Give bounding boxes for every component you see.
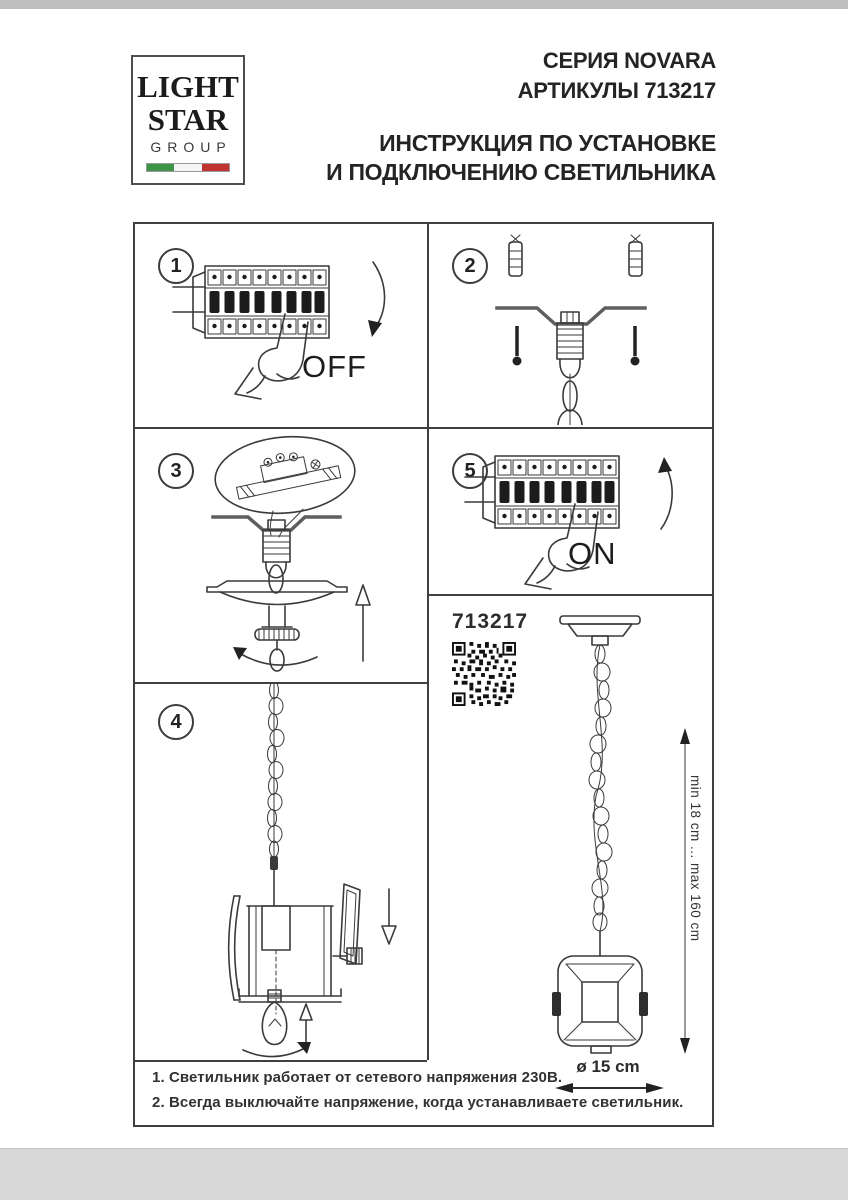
note-2: 2. Всегда выключайте напряжение, когда устанавливаете светильник. — [152, 1094, 684, 1111]
canopy-icon — [560, 616, 640, 645]
arrow-down-curved-icon — [368, 262, 385, 337]
step-3-number: 3 — [158, 453, 194, 489]
arrow-up-icon — [356, 585, 370, 661]
scan-edge-top — [0, 0, 848, 9]
pendant-shade-icon — [552, 956, 648, 1053]
header-titles — [326, 46, 716, 187]
series-title: СЕРИЯ NOVARA — [542, 48, 716, 73]
glass-panel-right-icon — [340, 884, 360, 964]
logo-text-group: GROUP — [150, 139, 232, 155]
lightstar-logo — [131, 55, 245, 185]
threaded-nipple-icon — [557, 312, 583, 378]
step-1-number: 1 — [158, 248, 194, 284]
step-2-number: 2 — [452, 248, 488, 284]
note-1: 1. Светильник работает от сетевого напряжения 230В. — [152, 1069, 563, 1086]
chain-link-icon — [558, 374, 582, 425]
terminal-block-icon — [232, 442, 341, 499]
mounting-bracket-drawing — [429, 224, 714, 425]
diameter-dimension-label: ø 15 cm — [576, 1057, 640, 1076]
step-5-number: 5 — [452, 453, 488, 489]
italian-flag-stripe — [146, 163, 230, 172]
ceiling-bracket-icon — [497, 308, 645, 324]
chain-link-icon — [270, 649, 284, 671]
arrow-up-icon — [300, 1004, 312, 1042]
bulb-icon — [262, 990, 286, 1045]
scan-edge-bottom — [0, 1148, 848, 1200]
lamp-assembly-drawing — [135, 684, 425, 1060]
circuit-breaker-off-drawing — [135, 224, 425, 425]
instruction-title-line1: ИНСТРУКЦИЯ ПО УСТАНОВКЕ — [379, 130, 716, 156]
canopy-icon — [207, 581, 347, 627]
arrow-down-icon — [382, 889, 396, 944]
glass-panel-left-icon — [229, 896, 240, 1000]
logo-text-star: STAR — [147, 102, 229, 137]
notes-divider — [135, 1060, 427, 1062]
on-label: ON — [568, 536, 617, 571]
wiring-canopy-drawing — [135, 429, 425, 680]
wall-plug-icon — [509, 235, 642, 276]
spec-article-number: 713217 — [452, 610, 529, 633]
thumbscrew-icon — [333, 948, 362, 964]
diameter-dimension-line — [555, 1083, 664, 1093]
logo-text-light: LIGHT — [137, 69, 239, 104]
chain-icon — [268, 684, 285, 906]
height-dimension-label: min 18 cm ... max 160 cm — [688, 775, 703, 942]
chain-icon — [589, 645, 612, 956]
instruction-title-line2: И ПОДКЛЮЧЕНИЮ СВЕТИЛЬНИКА — [326, 159, 716, 185]
spline-ring-icon — [255, 629, 299, 640]
off-label: OFF — [302, 349, 367, 384]
article-title: АРТИКУЛЫ 713217 — [517, 78, 716, 103]
step-4-number: 4 — [158, 704, 194, 740]
arrow-up-curved-icon — [658, 457, 672, 529]
ceiling-bracket-icon — [213, 517, 340, 530]
pendant-dimension-drawing — [429, 596, 712, 1108]
lamp-frame-icon — [239, 906, 341, 1014]
callout-balloon — [212, 431, 358, 519]
